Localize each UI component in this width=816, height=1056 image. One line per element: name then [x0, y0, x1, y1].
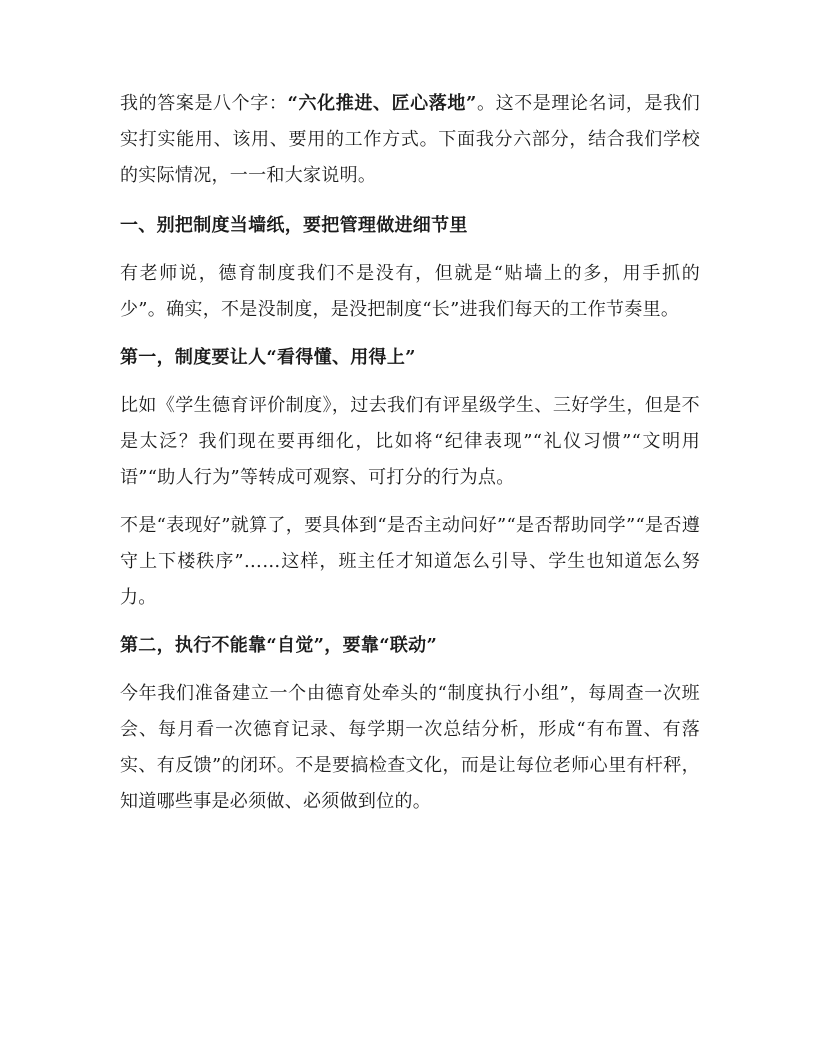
- intro-text-before: 我的答案是八个字：: [120, 93, 288, 114]
- document-page: [120, 86, 700, 820]
- point-heading-1: 第一，制度要让人“看得懂、用得上”: [120, 347, 416, 368]
- section-paragraph: 有老师说，德育制度我们不是没有，但就是“贴墙上的多，用手抓的少”。确实，不是没制度，是没把制度“长”进我们每天的工作节奏里。: [120, 263, 700, 320]
- intro-text-after: 。这不是理论名词，是我们实打实能用、该用、要用的工作方式。下面我分六部分，结合我们学校的实际情况，一一和大家说明。: [120, 93, 700, 186]
- section-heading: 一、别把制度当墙纸，要把管理做进细节里: [120, 215, 468, 236]
- intro-paragraph: [120, 86, 700, 194]
- point-2-paragraph: 今年我们准备建立一个由德育处牵头的“制度执行小组”，每周查一次班会、每月看一次德育记录、每学期一次总结分析，形成“有布置、有落实、有反馈”的闭环。不是要搞检查文化，而是让每位老师心里有杆秤，知道哪些事是必须做、必须做到位的。: [120, 683, 700, 812]
- intro-emphasis: “六化推进、匠心落地”: [287, 93, 477, 114]
- point-1-paragraph-1: 比如《学生德育评价制度》，过去我们有评星级学生、三好学生，但是不是太泛？我们现在要再细化，比如将“纪律表现”“礼仪习惯”“文明用语”“助人行为”等转成可观察、可打分的行为点。: [120, 395, 700, 488]
- point-1-paragraph-2: 不是“表现好”就算了，要具体到“是否主动问好”“是否帮助同学”“是否遵守上下楼秩序”……这样，班主任才知道怎么引导、学生也知道怎么努力。: [120, 515, 700, 608]
- point-heading-2: 第二，执行不能靠“自觉”，要靠“联动”: [120, 635, 438, 656]
